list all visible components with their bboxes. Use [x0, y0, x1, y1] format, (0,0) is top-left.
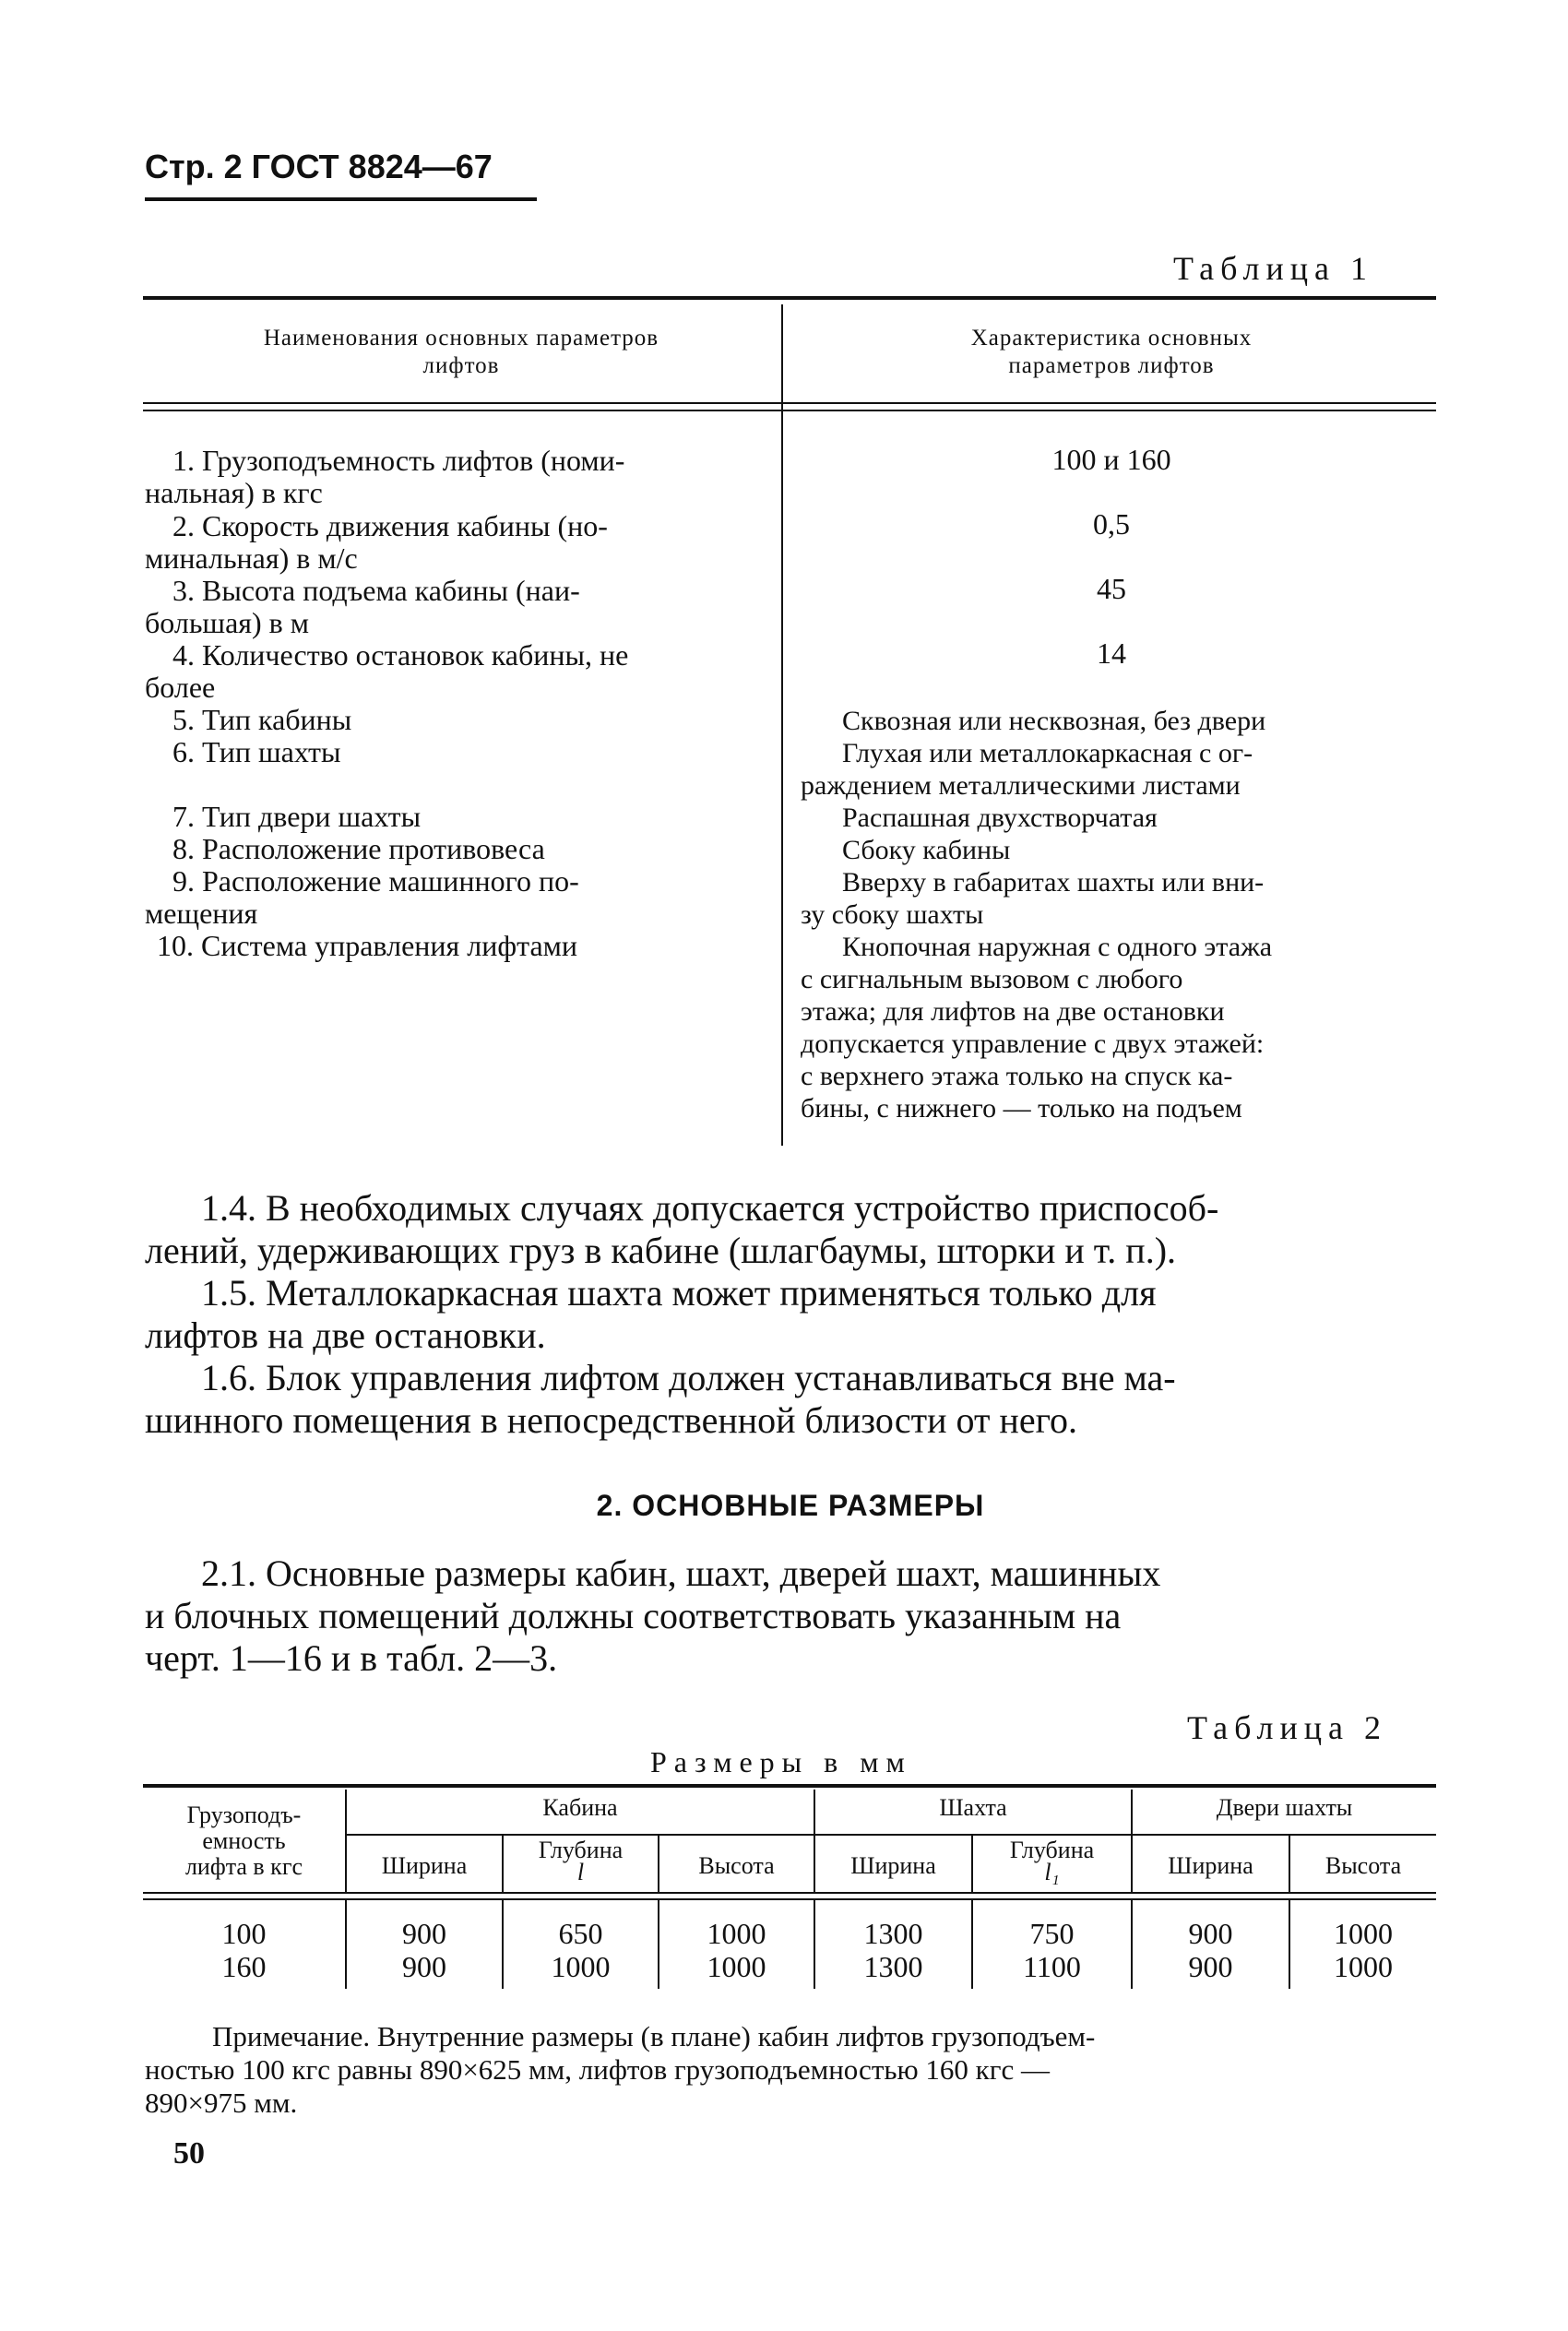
table1-row-2-name: 2. Скорость движения кабины (но-	[172, 509, 608, 542]
table2-header-rule	[143, 1892, 1436, 1894]
header-rule	[145, 197, 537, 201]
table2-door-height-header: Высота	[1324, 1852, 1402, 1879]
table1-row-10-value-l6: бины, с нижнего — только на подъем	[801, 1093, 1242, 1124]
table1-row-9-value-cont: зу сбоку шахты	[801, 899, 984, 930]
table1-row-10-value-l2: с сигнальным вызовом с любого	[801, 964, 1183, 994]
table2-col-load-header: Грузоподъ- емность лифта в кгс	[184, 1802, 303, 1880]
para-2-1-line1: 2.1. Основные размеры кабин, шахт, дверей шахт, машинных	[201, 1552, 1161, 1594]
table1-row-10-value-l3: этажа; для лифтов на две остановки	[801, 996, 1225, 1027]
page-number: 50	[173, 2136, 205, 2170]
table2-cabin-width-header: Ширина	[381, 1852, 468, 1879]
table1-col2-header: Характеристика основных параметров лифтов	[970, 326, 1253, 378]
table1-row-1-value: 100 и 160	[1051, 443, 1171, 476]
table2-r2-c6: 1100	[1023, 1950, 1081, 1983]
table1-row-6-name: 6. Тип шахты	[172, 735, 341, 768]
table1-row-1-name-cont: нальная) в кгс	[145, 476, 323, 509]
table2-r1-c5: 1300	[863, 1917, 923, 1950]
table1-col1-header: Наименования основных параметров лифтов	[263, 326, 659, 378]
table2-note-line3: 890×975 мм.	[145, 2087, 298, 2119]
table1-row-8-name: 8. Расположение противовеса	[172, 832, 545, 865]
table2-group-doors: Двери шахты	[1216, 1794, 1353, 1821]
table1-row-2-name-cont: минальная) в м/с	[145, 541, 358, 575]
table1-row-10-value-l5: с верхнего этажа только на спуск ка-	[801, 1061, 1233, 1091]
table2-units: Размеры в мм	[650, 1745, 912, 1778]
table1-row-10-value-l1: Кнопочная наружная с одного этажа	[842, 932, 1273, 962]
table2-shaft-width-header: Ширина	[850, 1852, 936, 1879]
table2-cabin-height-header: Высота	[698, 1852, 775, 1879]
table2-group-rule	[347, 1834, 1436, 1836]
table1-row-5-value: Сквозная или несквозная, без двери	[842, 706, 1266, 736]
table1-row-4-name: 4. Количество остановок кабины, не	[172, 638, 629, 672]
table1-header-rule	[143, 402, 1436, 404]
table1-column-divider	[781, 304, 783, 1146]
table1-top-rule	[143, 296, 1436, 300]
table2-r2-c7: 900	[1188, 1950, 1233, 1983]
table1-row-4-value: 14	[1097, 636, 1126, 670]
para-1-6-line2: шинного помещения в непосредственной близости от него.	[145, 1399, 1077, 1441]
table2-r2-c3: 1000	[551, 1950, 611, 1983]
table2-r2-c2: 900	[402, 1950, 446, 1983]
table2-cabin-depth-header: Глубина l	[538, 1837, 624, 1885]
para-1-6-line1: 1.6. Блок управления лифтом должен устанавливаться вне ма-	[201, 1357, 1176, 1398]
table1-row-5-name: 5. Тип кабины	[172, 703, 352, 736]
table2-note-line2: ностью 100 кгс равны 890×625 мм, лифтов грузоподъемностью 160 кгс —	[145, 2053, 1050, 2086]
para-1-5-line1: 1.5. Металлокаркасная шахта может применяться только для	[201, 1272, 1157, 1314]
table1-row-3-name-cont: большая) в м	[145, 606, 309, 639]
table2-r2-c4: 1000	[707, 1950, 766, 1983]
table1-row-8-value: Сбоку кабины	[842, 835, 1011, 865]
para-2-1-line2: и блочных помещений должны соответствовать указанным на	[145, 1595, 1122, 1636]
section-title: 2. ОСНОВНЫЕ РАЗМЕРЫ	[596, 1489, 985, 1522]
table2-r1-c3: 650	[558, 1917, 603, 1950]
table2-r2-c8: 1000	[1334, 1950, 1393, 1983]
table2-caption: Таблица 2	[1187, 1709, 1387, 1746]
table1-row-9-name-cont: мещения	[145, 897, 258, 930]
page-header: Стр. 2 ГОСТ 8824—67	[145, 148, 493, 185]
para-1-4-line1: 1.4. В необходимых случаях допускается устройство приспособ-	[201, 1187, 1219, 1229]
table2-header-rule-double	[143, 1898, 1436, 1900]
table2-group-cabin: Кабина	[542, 1794, 618, 1821]
table1-row-7-name: 7. Тип двери шахты	[172, 800, 422, 833]
table1-header-rule-double	[143, 410, 1436, 411]
table2-door-width-header: Ширина	[1168, 1852, 1253, 1879]
table2-r2-c5: 1300	[863, 1950, 923, 1983]
para-1-4-line2: лений, удерживающих груз в кабине (шлагбаумы, шторки и т. п.).	[145, 1230, 1177, 1271]
table1-caption: Таблица 1	[1173, 250, 1373, 287]
table2-shaft-depth-header: Глубина l₁	[1009, 1837, 1095, 1885]
table1-row-7-value: Распашная двухстворчатая	[842, 803, 1158, 833]
table2-r1-c7: 900	[1188, 1917, 1233, 1950]
para-1-5-line2: лифтов на две остановки.	[145, 1314, 546, 1356]
table1-row-9-name: 9. Расположение машинного по-	[172, 864, 579, 898]
table1-row-10-value-l4: допускается управление с двух этажей:	[801, 1029, 1265, 1059]
table2-r1-c4: 1000	[707, 1917, 766, 1950]
table1-row-9-value: Вверху в габаритах шахты или вни-	[842, 867, 1265, 898]
table1-row-6-value: Глухая или металлокаркасная с ог-	[842, 738, 1253, 768]
table1-row-1-name: 1. Грузоподъемность лифтов (номи-	[172, 444, 625, 477]
table1-row-6-value-cont: раждением металлическими листами	[801, 770, 1241, 801]
para-2-1-line3: черт. 1—16 и в табл. 2—3.	[145, 1637, 558, 1679]
table2-r2-c1: 160	[221, 1950, 267, 1983]
table2-r1-c8: 1000	[1334, 1917, 1393, 1950]
table1-row-10-name: 10. Система управления лифтами	[157, 929, 578, 962]
table2-r1-c1: 100	[221, 1917, 267, 1950]
table2-r1-c2: 900	[402, 1917, 446, 1950]
table2-r1-c6: 750	[1029, 1917, 1075, 1950]
table1-row-2-value: 0,5	[1093, 507, 1130, 541]
table2-top-rule	[143, 1784, 1436, 1788]
table2-group-shaft: Шахта	[939, 1794, 1007, 1821]
table2-note-line1: Примечание. Внутренние размеры (в плане) кабин лифтов грузоподъем-	[212, 2020, 1096, 2052]
table1-row-3-value: 45	[1097, 572, 1126, 605]
table1-row-3-name: 3. Высота подъема кабины (наи-	[172, 574, 580, 607]
table1-row-4-name-cont: более	[145, 671, 216, 704]
